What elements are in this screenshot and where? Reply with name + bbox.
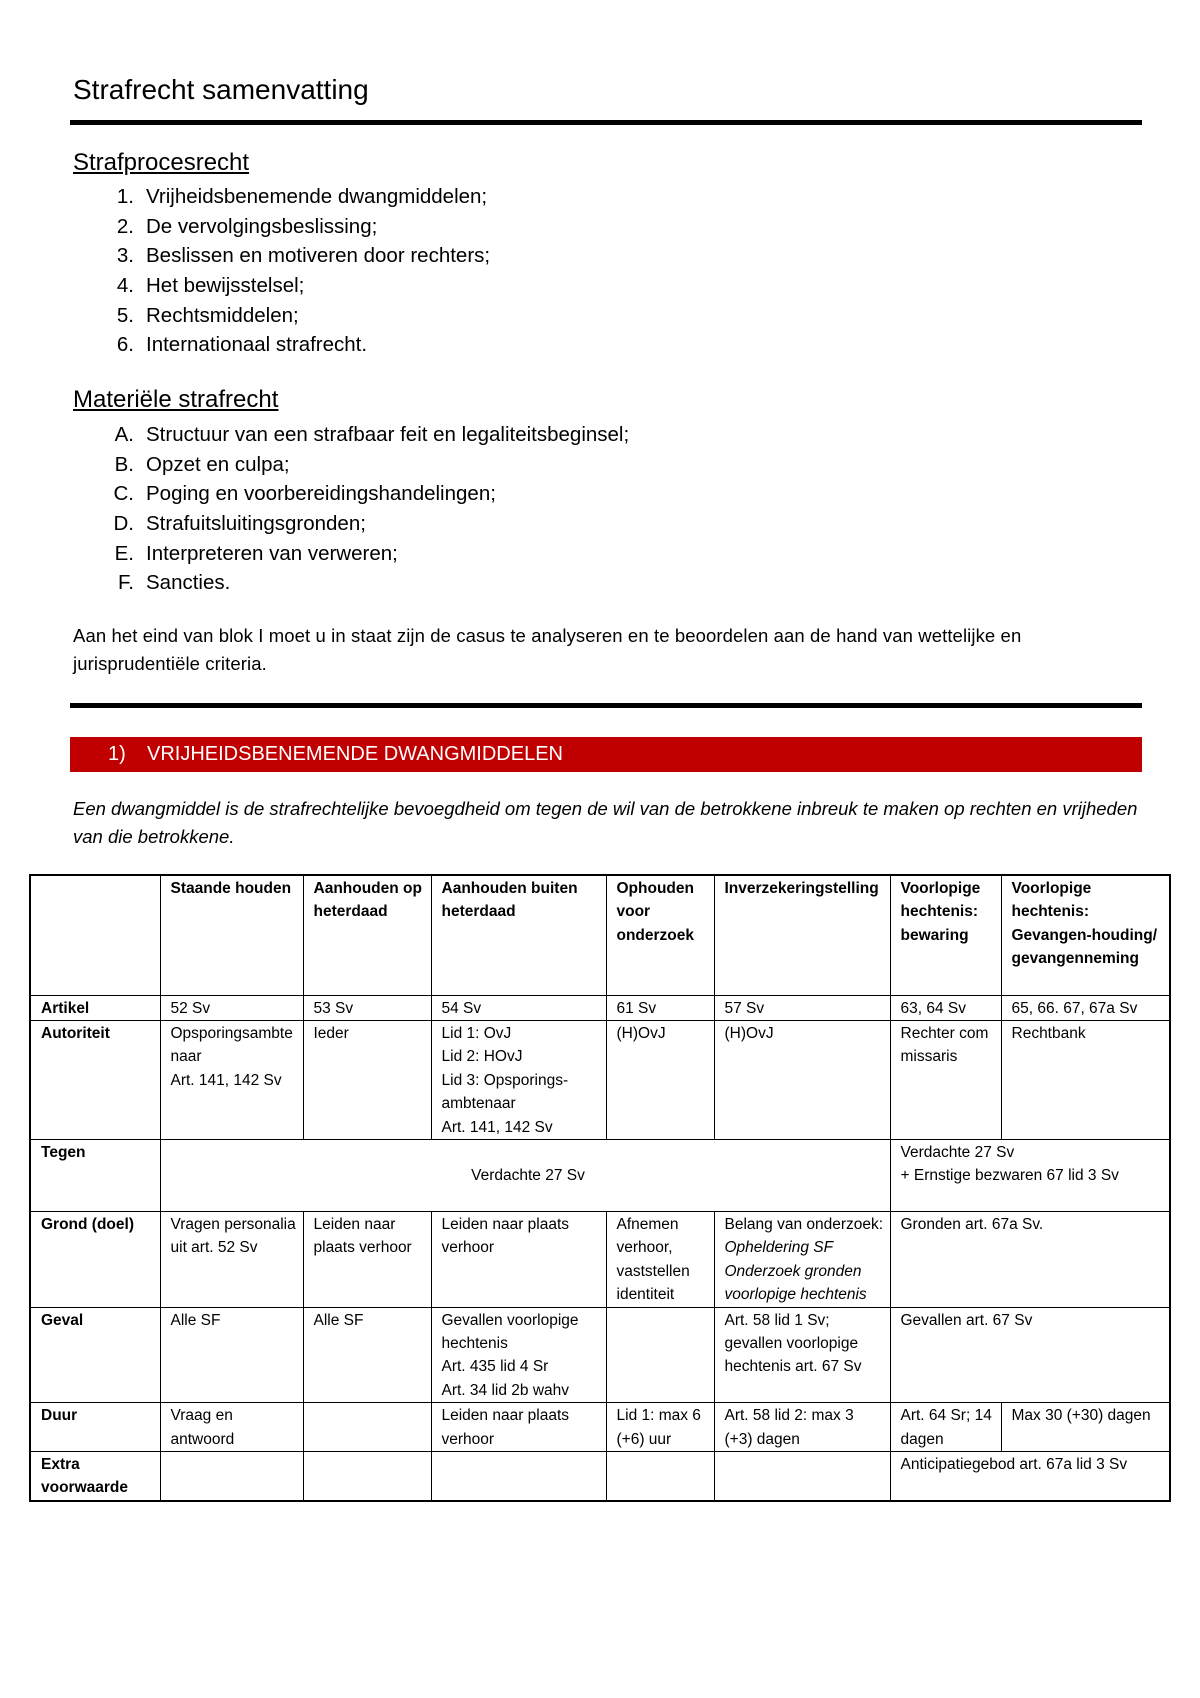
row-label: Duur: [30, 1403, 160, 1452]
strafprocesrecht-list: [73, 182, 490, 360]
definition-paragraph: Een dwangmiddel is de strafrechtelijke bevoegdheid om tegen de wil van de betrokkene inbreuk te maken op rechten en vrijheden van die betrokkene.: [73, 798, 1138, 847]
cell-line: Onderzoek gronden voorlopige hechtenis: [724, 1262, 867, 1304]
list-item: E. Interpreteren van verweren;: [114, 541, 398, 565]
cell-line: Lid 3: Opsporings-ambtenaar: [441, 1071, 569, 1113]
table-cell: 63, 64 Sv: [890, 995, 1001, 1020]
row-label: Geval: [30, 1307, 160, 1403]
table-cell: Alle SF: [160, 1307, 303, 1403]
table-row: [30, 1211, 1170, 1307]
table-cell: Art. 58 lid 1 Sv; gevallen voorlopige hechtenis art. 67 Sv: [714, 1307, 890, 1403]
table-cell: 57 Sv: [714, 995, 890, 1020]
table-cell: 52 Sv: [160, 995, 303, 1020]
column-header: Inverzekeringstelling: [714, 875, 890, 995]
table-cell: 53 Sv: [303, 995, 431, 1020]
list-item: 3. Beslissen en motiveren door rechters;: [116, 244, 491, 268]
learning-goal-paragraph: Aan het eind van blok I moet u in staat zijn de casus te analyseren en te beoordelen aan de hand van wettelijke en jurisprudentiële criteria.: [73, 625, 1022, 674]
column-header: Voorlopige hechtenis: bewaring: [890, 875, 1001, 995]
cell-line: Gevallen voorlopige hechtenis: [441, 1311, 579, 1352]
divider: [70, 703, 1142, 708]
table-cell: Ieder: [303, 1020, 431, 1139]
list-item: A. Structuur van een strafbaar feit en legaliteitsbeginsel;: [114, 423, 630, 446]
table-cell: 54 Sv: [431, 995, 606, 1020]
table-cell: Lid 1: max 6 (+6) uur: [606, 1403, 714, 1452]
table-cell: [303, 1403, 431, 1452]
table-header-row: [30, 875, 1170, 995]
column-header: Staande houden: [160, 875, 303, 995]
table-cell: [160, 1452, 303, 1501]
table-cell: [160, 1020, 303, 1139]
cell-line: Art. 435 lid 4 Sr: [441, 1358, 549, 1376]
table-cell: Max 30 (+30) dagen: [1001, 1403, 1170, 1452]
cell-line: Belang van onderzoek:: [724, 1215, 884, 1233]
table-cell: Rechter commissaris: [890, 1020, 1001, 1139]
table-cell: [30, 875, 160, 995]
list-item: D. Strafuitsluitingsgronden;: [113, 512, 366, 536]
table-cell: Anticipatiegebod art. 67a lid 3 Sv: [890, 1452, 1170, 1501]
list-item: F. Sancties.: [118, 571, 231, 595]
row-label: Tegen: [30, 1139, 160, 1211]
list-item: 2. De vervolgingsbeslissing;: [116, 214, 378, 238]
table-cell: 65, 66. 67, 67a Sv: [1001, 995, 1170, 1020]
cell-line: + Ernstige bezwaren 67 lid 3 Sv: [900, 1167, 1119, 1185]
table-cell: [431, 1020, 606, 1139]
section-heading-strafprocesrecht: Strafprocesrecht: [73, 149, 250, 176]
list-item: 1. Vrijheidsbenemende dwangmiddelen;: [116, 185, 488, 208]
table-row: [30, 995, 1170, 1020]
materiele-strafrecht-list: [73, 420, 629, 598]
table-cell: Rechtbank: [1001, 1020, 1170, 1139]
table-cell: 61 Sv: [606, 995, 714, 1020]
table-cell: [714, 1211, 890, 1307]
table-cell: [890, 1139, 1170, 1211]
list-item: 4. Het bewijsstelsel;: [116, 274, 305, 298]
column-header: Ophouden voor onderzoek: [606, 875, 714, 995]
cell-line: Lid 1: OvJ: [441, 1024, 512, 1042]
table-cell: Leiden naar plaats verhoor: [431, 1403, 606, 1452]
dwangmiddelen-table: [29, 874, 1171, 1502]
table-cell: Vragen personalia uit art. 52 Sv: [160, 1211, 303, 1307]
column-header: Aanhouden buiten heterdaad: [431, 875, 606, 995]
table-row: [30, 1403, 1170, 1452]
table-cell: [431, 1307, 606, 1403]
cell-line: Lid 2: HOvJ: [441, 1048, 523, 1066]
table-cell: Leiden naar plaats verhoor: [303, 1211, 431, 1307]
divider: [70, 120, 1142, 125]
section-heading-materiele-strafrecht: Materiële strafrecht: [73, 386, 279, 413]
list-item: B. Opzet en culpa;: [114, 452, 290, 476]
chapter-number: 1): [108, 743, 126, 765]
cell-line: Art. 141, 142 Sv: [170, 1071, 282, 1089]
table-cell: [431, 1452, 606, 1501]
list-item: 5. Rechtsmiddelen;: [116, 303, 299, 327]
table-cell: [714, 1452, 890, 1501]
list-item: C. Poging en voorbereidingshandelingen;: [113, 482, 496, 506]
column-header: Voorlopige hechtenis: Gevangen-houding/ gevangenneming: [1001, 875, 1170, 995]
table-row: [30, 1307, 1170, 1403]
table-cell: [606, 1307, 714, 1403]
table-cell: Art. 58 lid 2: max 3 (+3) dagen: [714, 1403, 890, 1452]
table-cell: [606, 1452, 714, 1501]
row-label: Grond (doel): [30, 1211, 160, 1307]
table-cell: Alle SF: [303, 1307, 431, 1403]
table-cell: [303, 1452, 431, 1501]
row-label: Artikel: [30, 995, 160, 1020]
table-cell: (H)OvJ: [606, 1020, 714, 1139]
table-cell: (H)OvJ: [714, 1020, 890, 1139]
table-row: [30, 1452, 1170, 1501]
chapter-banner: [70, 737, 1142, 772]
page-title: Strafrecht samenvatting: [73, 74, 369, 105]
cell-line: Art. 34 lid 2b wahv: [441, 1381, 570, 1399]
table-row: [30, 1020, 1170, 1139]
table-cell: Afnemen verhoor, vaststellen identiteit: [606, 1211, 714, 1307]
row-label: Autoriteit: [30, 1020, 160, 1139]
cell-line: Opsporingsambtenaar: [170, 1024, 293, 1066]
cell-line: Verdachte 27 Sv: [900, 1143, 1015, 1161]
table-cell: Vraag en antwoord: [160, 1403, 303, 1452]
cell-line: Art. 141, 142 Sv: [441, 1118, 553, 1136]
table-cell: Gronden art. 67a Sv.: [890, 1211, 1170, 1307]
list-item: 6. Internationaal strafrecht.: [116, 333, 368, 357]
row-label: Extra voorwaarde: [30, 1452, 160, 1501]
column-header: Aanhouden op heterdaad: [303, 875, 431, 995]
table-cell: Verdachte 27 Sv: [160, 1139, 890, 1211]
table-row: [30, 1139, 1170, 1211]
table-cell: Art. 64 Sr; 14 dagen: [890, 1403, 1001, 1452]
table-cell: Gevallen art. 67 Sv: [890, 1307, 1170, 1403]
cell-line: Opheldering SF: [724, 1239, 834, 1257]
table-cell: Leiden naar plaats verhoor: [431, 1211, 606, 1307]
chapter-title: VRIJHEIDSBENEMENDE DWANGMIDDELEN: [147, 743, 563, 765]
